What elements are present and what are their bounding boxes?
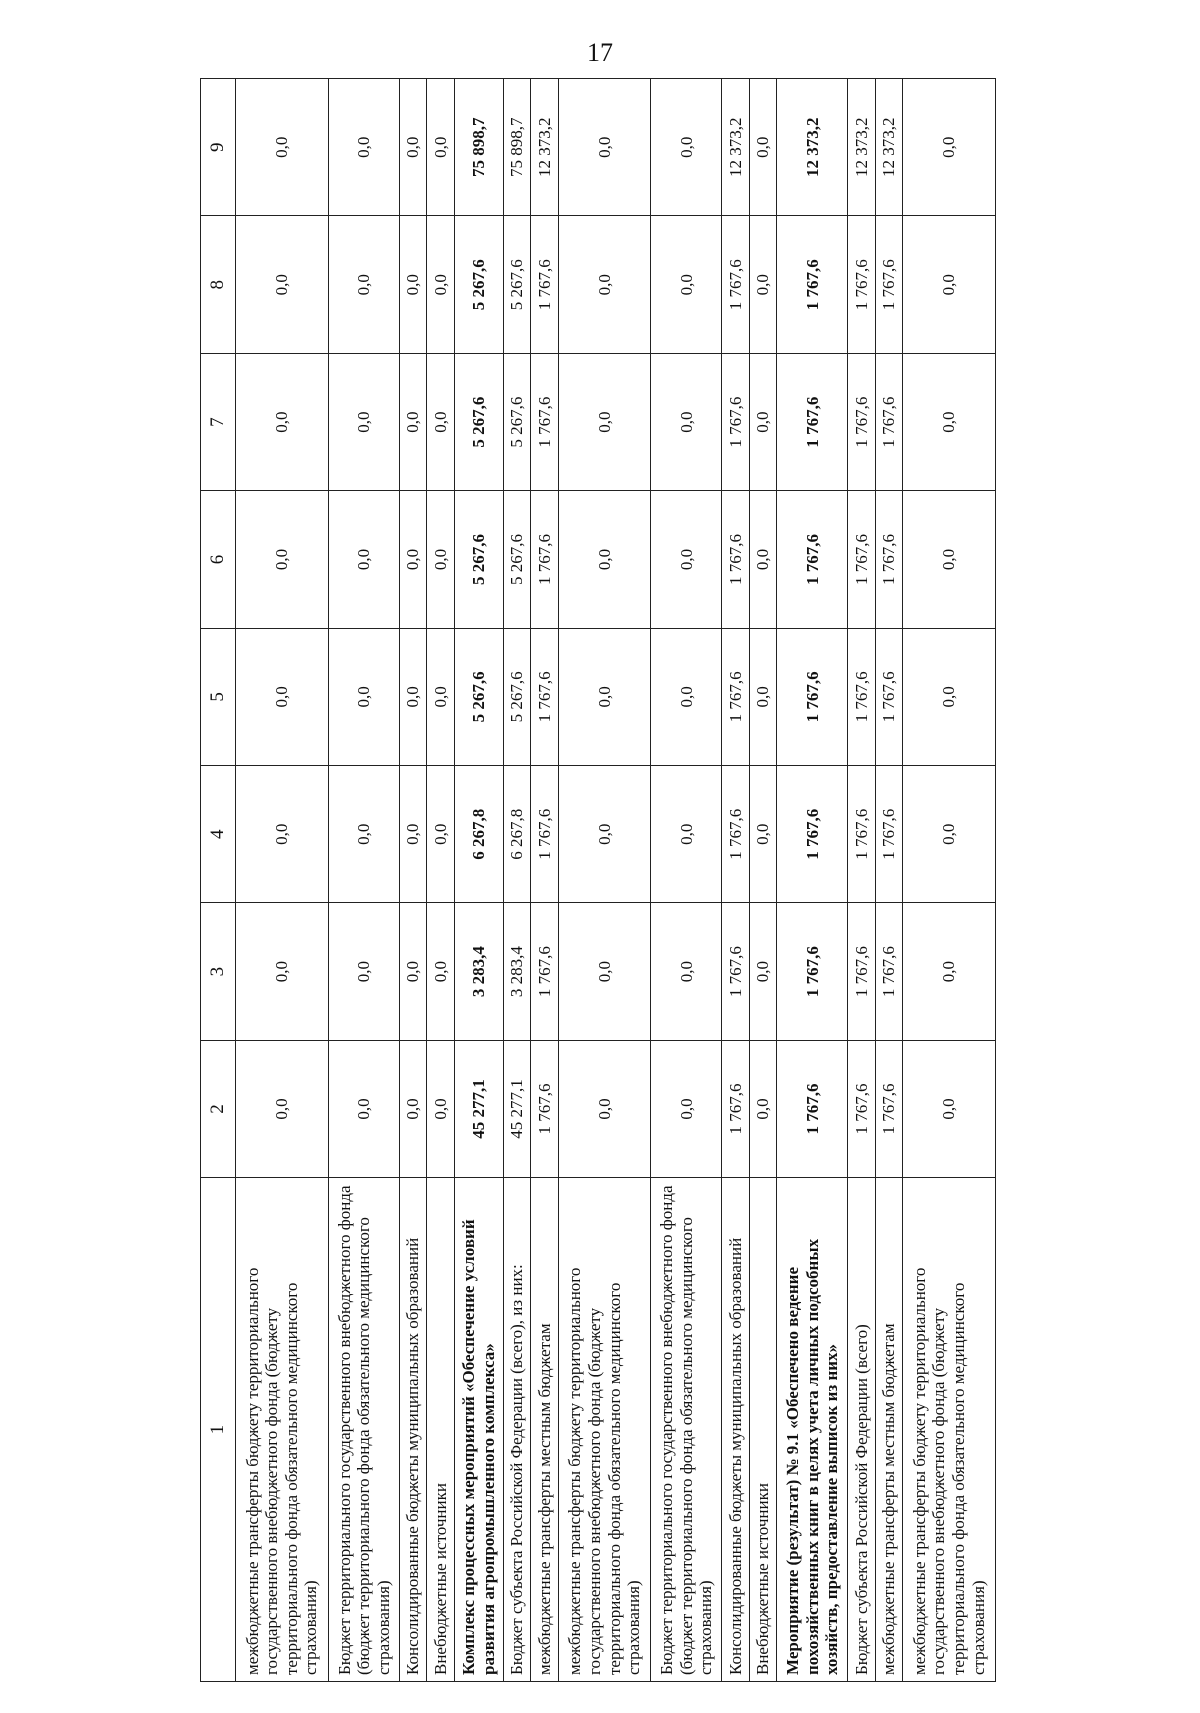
value-cell: 0,0 bbox=[328, 353, 399, 490]
page-number: 17 bbox=[587, 38, 613, 67]
value-cell: 0,0 bbox=[651, 79, 722, 216]
value-cell: 75 898,7 bbox=[454, 79, 503, 216]
value-cell: 0,0 bbox=[328, 491, 399, 628]
value-cell: 6 267,8 bbox=[503, 766, 530, 903]
row-label: Внебюджетные источники bbox=[749, 1178, 776, 1682]
value-cell: 12 373,2 bbox=[777, 79, 848, 216]
value-cell: 0,0 bbox=[427, 766, 454, 903]
value-cell: 1 767,6 bbox=[722, 903, 749, 1040]
value-cell: 1 767,6 bbox=[875, 491, 902, 628]
value-cell: 0,0 bbox=[903, 1040, 996, 1177]
value-cell: 0,0 bbox=[749, 766, 776, 903]
table-row bbox=[651, 79, 722, 1682]
column-header: 7 bbox=[201, 353, 236, 490]
table-row bbox=[722, 79, 749, 1682]
value-cell: 1 767,6 bbox=[848, 491, 875, 628]
table-row bbox=[531, 79, 558, 1682]
value-cell: 0,0 bbox=[749, 216, 776, 353]
value-cell: 0,0 bbox=[328, 903, 399, 1040]
value-cell: 0,0 bbox=[236, 353, 329, 490]
value-cell: 0,0 bbox=[236, 1040, 329, 1177]
value-cell: 0,0 bbox=[399, 766, 426, 903]
value-cell: 75 898,7 bbox=[503, 79, 530, 216]
value-cell: 1 767,6 bbox=[875, 903, 902, 1040]
value-cell: 0,0 bbox=[651, 353, 722, 490]
column-header: 9 bbox=[201, 79, 236, 216]
table-header-row bbox=[201, 79, 236, 1682]
value-cell: 1 767,6 bbox=[722, 491, 749, 628]
value-cell: 1 767,6 bbox=[531, 1040, 558, 1177]
value-cell: 1 767,6 bbox=[722, 216, 749, 353]
value-cell: 5 267,6 bbox=[454, 216, 503, 353]
value-cell: 0,0 bbox=[558, 353, 651, 490]
table-row bbox=[236, 79, 329, 1682]
table-row bbox=[427, 79, 454, 1682]
value-cell: 1 767,6 bbox=[875, 1040, 902, 1177]
value-cell: 12 373,2 bbox=[722, 79, 749, 216]
value-cell: 1 767,6 bbox=[777, 903, 848, 1040]
value-cell: 45 277,1 bbox=[454, 1040, 503, 1177]
value-cell: 1 767,6 bbox=[777, 1040, 848, 1177]
value-cell: 0,0 bbox=[399, 353, 426, 490]
value-cell: 5 267,6 bbox=[454, 491, 503, 628]
value-cell: 0,0 bbox=[903, 491, 996, 628]
table-row bbox=[328, 79, 399, 1682]
column-header: 3 bbox=[201, 903, 236, 1040]
table-row bbox=[749, 79, 776, 1682]
value-cell: 0,0 bbox=[328, 1040, 399, 1177]
column-header: 4 bbox=[201, 766, 236, 903]
value-cell: 0,0 bbox=[558, 903, 651, 1040]
value-cell: 1 767,6 bbox=[875, 216, 902, 353]
column-header: 6 bbox=[201, 491, 236, 628]
value-cell: 0,0 bbox=[328, 766, 399, 903]
row-label: Комплекс процессных мероприятий «Обеспечение условий развития агропромышленного комплекса» bbox=[454, 1178, 503, 1682]
column-header: 5 bbox=[201, 628, 236, 765]
value-cell: 1 767,6 bbox=[875, 766, 902, 903]
value-cell: 3 283,4 bbox=[503, 903, 530, 1040]
value-cell: 0,0 bbox=[903, 216, 996, 353]
budget-table bbox=[200, 78, 996, 1682]
column-header: 2 bbox=[201, 1040, 236, 1177]
value-cell: 0,0 bbox=[651, 1040, 722, 1177]
value-cell: 1 767,6 bbox=[848, 903, 875, 1040]
value-cell: 5 267,6 bbox=[454, 628, 503, 765]
value-cell: 0,0 bbox=[749, 628, 776, 765]
table-row bbox=[848, 79, 875, 1682]
value-cell: 0,0 bbox=[236, 628, 329, 765]
value-cell: 0,0 bbox=[651, 766, 722, 903]
value-cell: 0,0 bbox=[749, 1040, 776, 1177]
value-cell: 1 767,6 bbox=[531, 628, 558, 765]
value-cell: 0,0 bbox=[558, 491, 651, 628]
value-cell: 0,0 bbox=[903, 766, 996, 903]
value-cell: 0,0 bbox=[651, 491, 722, 628]
value-cell: 0,0 bbox=[749, 79, 776, 216]
row-label: межбюджетные трансферты местным бюджетам bbox=[875, 1178, 902, 1682]
value-cell: 0,0 bbox=[749, 353, 776, 490]
value-cell: 0,0 bbox=[236, 491, 329, 628]
value-cell: 0,0 bbox=[427, 628, 454, 765]
value-cell: 0,0 bbox=[427, 491, 454, 628]
value-cell: 1 767,6 bbox=[875, 628, 902, 765]
row-label: межбюджетные трансферты бюджету территориального государственного внебюджетного фонда (бюджету территориального фонда обязательного медицинского страхования) bbox=[236, 1178, 329, 1682]
table-row bbox=[558, 79, 651, 1682]
table-row bbox=[875, 79, 902, 1682]
value-cell: 0,0 bbox=[399, 628, 426, 765]
value-cell: 0,0 bbox=[399, 216, 426, 353]
value-cell: 0,0 bbox=[651, 216, 722, 353]
value-cell: 5 267,6 bbox=[503, 353, 530, 490]
value-cell: 0,0 bbox=[236, 766, 329, 903]
value-cell: 0,0 bbox=[427, 903, 454, 1040]
value-cell: 0,0 bbox=[399, 1040, 426, 1177]
value-cell: 12 373,2 bbox=[531, 79, 558, 216]
row-label: межбюджетные трансферты бюджету территориального государственного внебюджетного фонда (бюджету территориального фонда обязательного медицинского страхования) bbox=[903, 1178, 996, 1682]
value-cell: 1 767,6 bbox=[531, 491, 558, 628]
row-label: Бюджет субъекта Российской Федерации (всего) bbox=[848, 1178, 875, 1682]
table-row bbox=[777, 79, 848, 1682]
row-label: межбюджетные трансферты бюджету территориального государственного внебюджетного фонда (бюджету территориального фонда обязательного медицинского страхования) bbox=[558, 1178, 651, 1682]
value-cell: 1 767,6 bbox=[531, 766, 558, 903]
value-cell: 0,0 bbox=[749, 903, 776, 1040]
value-cell: 1 767,6 bbox=[531, 353, 558, 490]
value-cell: 1 767,6 bbox=[531, 903, 558, 1040]
row-label: Бюджет субъекта Российской Федерации (всего), из них: bbox=[503, 1178, 530, 1682]
value-cell: 0,0 bbox=[427, 216, 454, 353]
value-cell: 5 267,6 bbox=[503, 628, 530, 765]
value-cell: 0,0 bbox=[903, 353, 996, 490]
value-cell: 0,0 bbox=[236, 216, 329, 353]
value-cell: 0,0 bbox=[399, 491, 426, 628]
row-label: Мероприятие (результат) № 9.1 «Обеспечено ведение похозяйственных книг в целях учета личных подсобных хозяйств, предоставление выписок из них» bbox=[777, 1178, 848, 1682]
value-cell: 45 277,1 bbox=[503, 1040, 530, 1177]
value-cell: 0,0 bbox=[236, 903, 329, 1040]
value-cell: 1 767,6 bbox=[777, 628, 848, 765]
value-cell: 0,0 bbox=[558, 79, 651, 216]
value-cell: 1 767,6 bbox=[777, 491, 848, 628]
row-label: межбюджетные трансферты местным бюджетам bbox=[531, 1178, 558, 1682]
column-header: 1 bbox=[201, 1178, 236, 1682]
value-cell: 0,0 bbox=[328, 216, 399, 353]
value-cell: 12 373,2 bbox=[848, 79, 875, 216]
value-cell: 0,0 bbox=[328, 628, 399, 765]
value-cell: 1 767,6 bbox=[531, 216, 558, 353]
row-label: Бюджет территориального государственного внебюджетного фонда (бюджет территориального фонда обязательного медицинского страхования) bbox=[328, 1178, 399, 1682]
table-row bbox=[454, 79, 503, 1682]
value-cell: 5 267,6 bbox=[503, 491, 530, 628]
value-cell: 3 283,4 bbox=[454, 903, 503, 1040]
value-cell: 0,0 bbox=[651, 903, 722, 1040]
value-cell: 0,0 bbox=[328, 79, 399, 216]
value-cell: 0,0 bbox=[236, 79, 329, 216]
value-cell: 12 373,2 bbox=[875, 79, 902, 216]
value-cell: 0,0 bbox=[749, 491, 776, 628]
value-cell: 1 767,6 bbox=[777, 766, 848, 903]
row-label: Внебюджетные источники bbox=[427, 1178, 454, 1682]
value-cell: 1 767,6 bbox=[848, 1040, 875, 1177]
value-cell: 0,0 bbox=[427, 79, 454, 216]
row-label: Бюджет территориального государственного внебюджетного фонда (бюджет территориального фонда обязательного медицинского страхования) bbox=[651, 1178, 722, 1682]
value-cell: 1 767,6 bbox=[722, 766, 749, 903]
value-cell: 0,0 bbox=[651, 628, 722, 765]
table-row bbox=[903, 79, 996, 1682]
value-cell: 5 267,6 bbox=[503, 216, 530, 353]
table-row bbox=[399, 79, 426, 1682]
value-cell: 1 767,6 bbox=[875, 353, 902, 490]
budget-table-container bbox=[200, 78, 996, 1682]
value-cell: 0,0 bbox=[903, 903, 996, 1040]
value-cell: 0,0 bbox=[558, 628, 651, 765]
value-cell: 0,0 bbox=[903, 628, 996, 765]
value-cell: 1 767,6 bbox=[848, 766, 875, 903]
value-cell: 0,0 bbox=[427, 1040, 454, 1177]
value-cell: 1 767,6 bbox=[848, 628, 875, 765]
value-cell: 1 767,6 bbox=[848, 216, 875, 353]
value-cell: 5 267,6 bbox=[454, 353, 503, 490]
value-cell: 0,0 bbox=[558, 1040, 651, 1177]
value-cell: 1 767,6 bbox=[777, 353, 848, 490]
column-header: 8 bbox=[201, 216, 236, 353]
row-label: Консолидированные бюджеты муниципальных образований bbox=[399, 1178, 426, 1682]
value-cell: 1 767,6 bbox=[722, 628, 749, 765]
value-cell: 6 267,8 bbox=[454, 766, 503, 903]
value-cell: 1 767,6 bbox=[722, 353, 749, 490]
value-cell: 0,0 bbox=[427, 353, 454, 490]
table-row bbox=[503, 79, 530, 1682]
value-cell: 0,0 bbox=[399, 903, 426, 1040]
value-cell: 1 767,6 bbox=[777, 216, 848, 353]
row-label: Консолидированные бюджеты муниципальных образований bbox=[722, 1178, 749, 1682]
value-cell: 0,0 bbox=[903, 79, 996, 216]
value-cell: 1 767,6 bbox=[848, 353, 875, 490]
value-cell: 0,0 bbox=[558, 766, 651, 903]
value-cell: 0,0 bbox=[558, 216, 651, 353]
value-cell: 0,0 bbox=[399, 79, 426, 216]
value-cell: 1 767,6 bbox=[722, 1040, 749, 1177]
